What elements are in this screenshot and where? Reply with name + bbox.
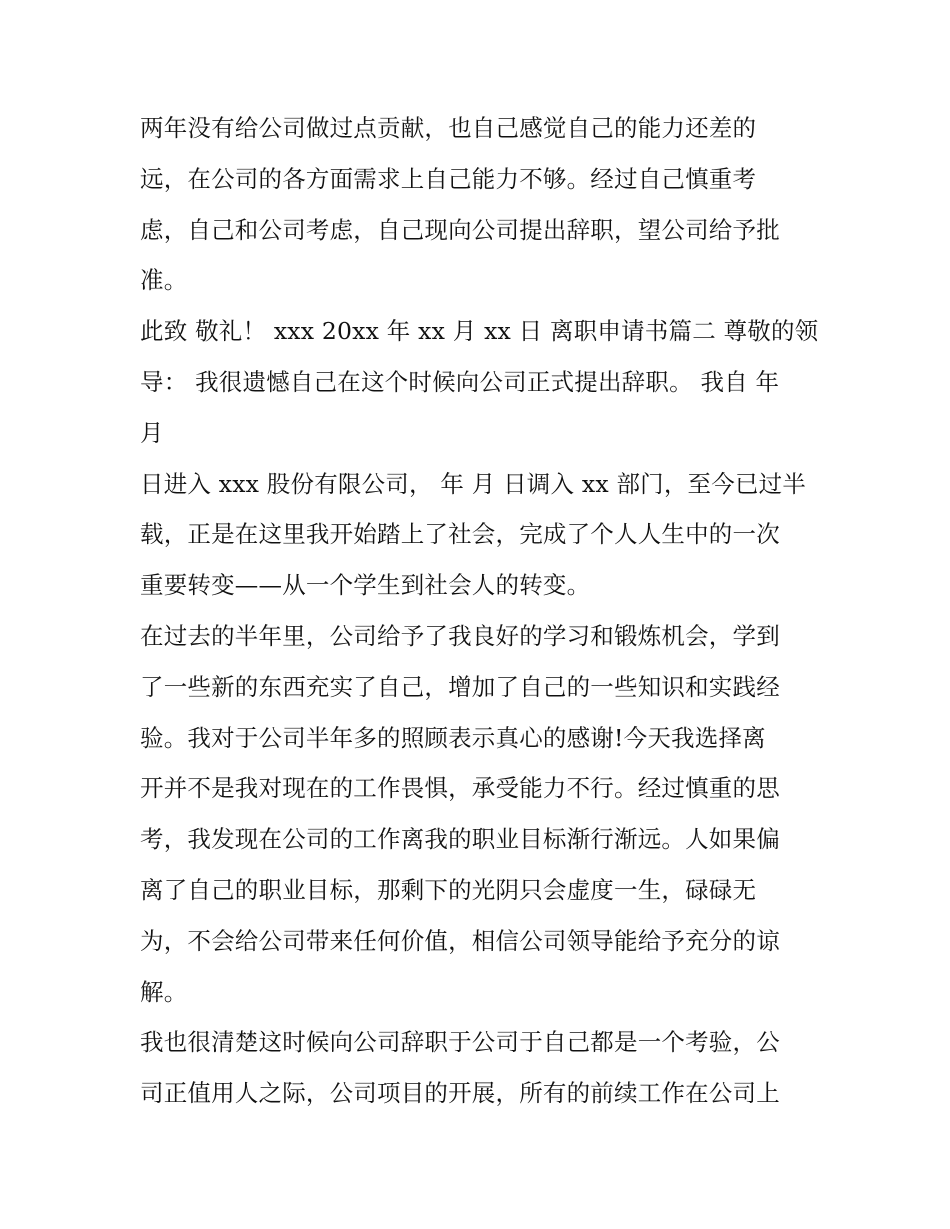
document-body (140, 103, 820, 1119)
text-line: 我也很清楚这时候向公司辞职于公司于自己都是一个考验，公 (140, 1028, 780, 1057)
text-line: 虑，自己和公司考虑，自己现向公司提出辞职，望公司给予批 (140, 215, 780, 244)
text-line: 重要转变——从一个学生到社会人的转变。 (140, 571, 591, 600)
text-line: 离了自己的职业目标，那剩下的光阴只会虚度一生，碌碌无 (140, 875, 757, 904)
text-line: 准。 (140, 266, 188, 295)
text-line: 验。我对于公司半年多的照顾表示真心的感谢!今天我选择离 (140, 723, 766, 752)
text-line: 开并不是我对现在的工作畏惧，承受能力不行。经过慎重的思 (140, 774, 780, 803)
text-line: 司正值用人之际，公司项目的开展，所有的前续工作在公司上 (140, 1079, 780, 1108)
text-line: 远，在公司的各方面需求上自己能力不够。经过自己慎重考 (140, 164, 757, 193)
text-line: 载，正是在这里我开始踏上了社会，完成了个人人生中的一次 (140, 520, 780, 549)
text-line: 考，我发现在公司的工作离我的职业目标渐行渐远。人如果偏 (140, 825, 780, 854)
text-line: 月 (140, 418, 164, 447)
text-line: 为，不会给公司带来任何价值，相信公司领导能给予充分的谅 (140, 926, 780, 955)
text-line: 在过去的半年里，公司给予了我良好的学习和锻炼机会，学到 (140, 621, 780, 650)
text-line: 日进入 xxx 股份有限公司， 年 月 日调入 xx 部门，至今已过半 (140, 469, 807, 498)
text-line: 解。 (140, 977, 188, 1006)
text-line: 两年没有给公司做过点贡献，也自己感觉自己的能力还差的 (140, 114, 757, 142)
text-line: 导： 我很遗憾自己在这个时候向公司正式提出辞职。 我自 年 (140, 367, 780, 396)
text-line: 此致 敬礼！ xxx 20xx 年 xx 月 xx 日 离职申请书篇二 尊敬的领 (140, 317, 819, 346)
text-line: 了一些新的东西充实了自己，增加了自己的一些知识和实践经 (140, 672, 780, 701)
